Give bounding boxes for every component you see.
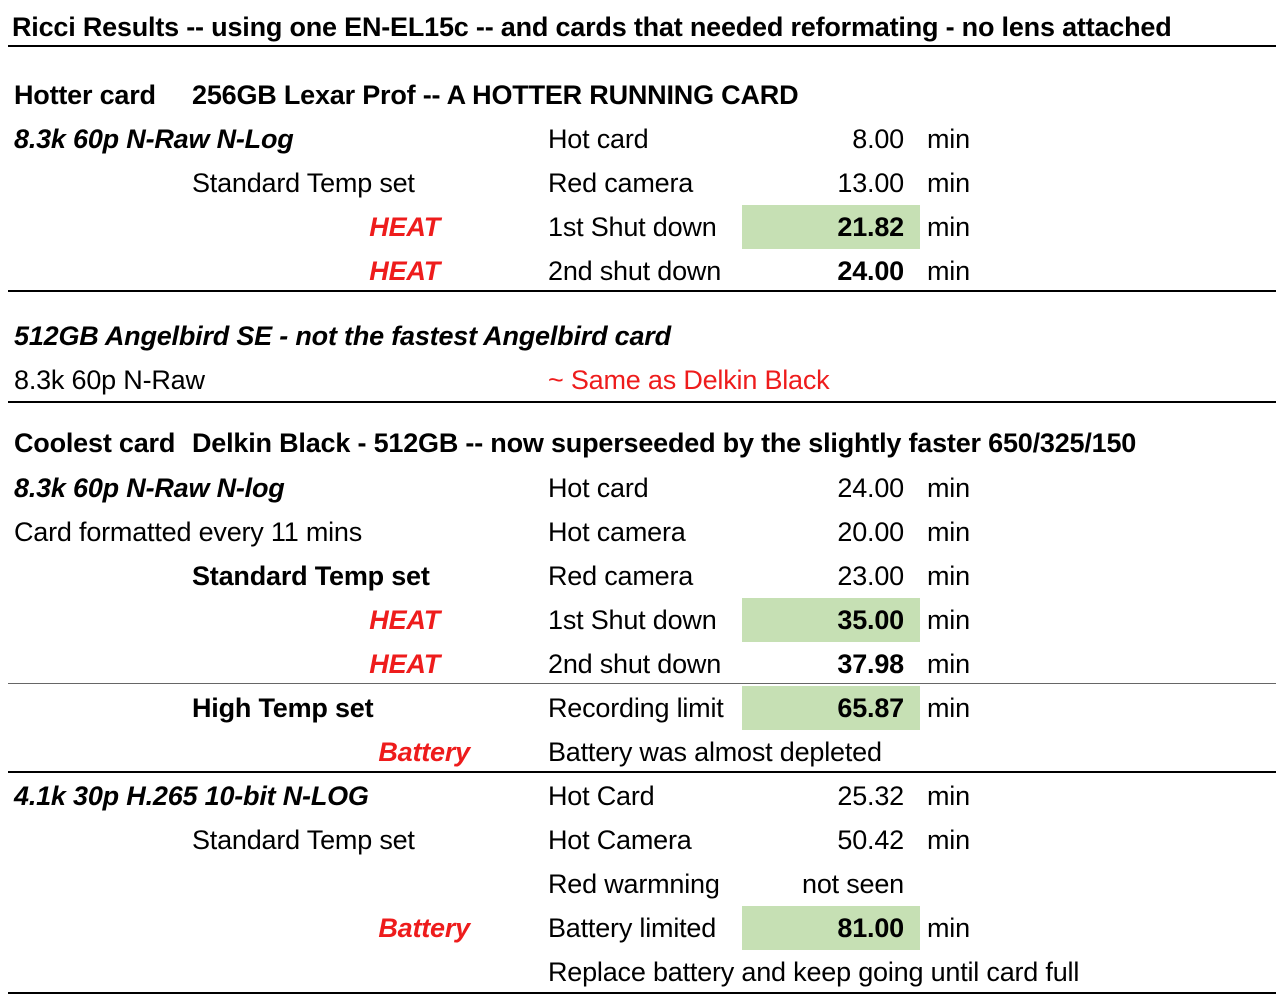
sheet-title: Ricci Results -- using one EN-EL15c -- and cards that needed reformating - no lens attached: [12, 12, 1172, 42]
table-row: [0, 818, 1280, 862]
lexar-card-label: Hotter card: [14, 80, 156, 110]
delkin-header-row: [0, 421, 1280, 465]
row-unit: min: [927, 124, 970, 154]
row-value: 21.82: [837, 212, 904, 242]
divider: [8, 45, 1276, 47]
row-unit: min: [927, 473, 970, 503]
row-value: 65.87: [837, 693, 904, 723]
heat-label: HEAT: [369, 256, 440, 286]
table-row: [0, 774, 1280, 818]
row-value: 23.00: [837, 561, 904, 591]
row-unit: min: [927, 212, 970, 242]
table-row: [0, 686, 1280, 730]
row-value: 24.00: [837, 256, 904, 286]
heat-label: HEAT: [369, 212, 440, 242]
row-value: 20.00: [837, 517, 904, 547]
title-row: [0, 5, 1280, 49]
divider: [8, 771, 1276, 773]
lexar-temp-setting: Standard Temp set: [192, 168, 415, 198]
row-value: 25.32: [837, 781, 904, 811]
delkin-mode: 8.3k 60p N-Raw N-log: [14, 473, 285, 503]
battery-label: Battery: [378, 913, 470, 943]
table-row: [0, 358, 1280, 402]
row-label: 2nd shut down: [548, 256, 722, 286]
table-row: [0, 598, 1280, 642]
table-row: [0, 117, 1280, 161]
row-unit: min: [927, 168, 970, 198]
row-label: Red camera: [548, 168, 694, 198]
battery-label: Battery: [378, 737, 470, 767]
table-row: [0, 205, 1280, 249]
row-unit: min: [927, 256, 970, 286]
row-unit: min: [927, 825, 970, 855]
table-row: [0, 510, 1280, 554]
row-label: Hot Card: [548, 781, 655, 811]
row-label: Hot card: [548, 124, 649, 154]
table-row: [0, 730, 1280, 774]
delkin-card-name: Delkin Black - 512GB -- now superseeded by the slightly faster 650/325/150: [192, 428, 1137, 458]
row-value: 50.42: [837, 825, 904, 855]
lexar-header-row: [0, 73, 1280, 117]
divider: [8, 290, 1276, 292]
row-unit: min: [927, 561, 970, 591]
row-label: Battery limited: [548, 913, 717, 943]
row-value: 81.00: [837, 913, 904, 943]
row-unit: min: [927, 781, 970, 811]
h265-mode: 4.1k 30p H.265 10-bit N-LOG: [14, 781, 369, 811]
row-label: Red camera: [548, 561, 694, 591]
row-unit: min: [927, 693, 970, 723]
row-label: Red warmning: [548, 869, 720, 899]
h265-temp-setting: Standard Temp set: [192, 825, 415, 855]
divider: [8, 683, 1276, 684]
table-row: [0, 466, 1280, 510]
delkin-temp-setting: Standard Temp set: [192, 561, 430, 591]
final-note: Replace battery and keep going until card full: [548, 957, 1080, 987]
row-unit: min: [927, 913, 970, 943]
row-value: 8.00: [852, 124, 904, 154]
row-label: 1st Shut down: [548, 605, 717, 635]
divider: [8, 992, 1276, 994]
battery-note: Battery was almost depleted: [548, 737, 882, 767]
heat-label: HEAT: [369, 649, 440, 679]
angelbird-mode: 8.3k 60p N-Raw: [14, 365, 205, 395]
angelbird-card-name: 512GB Angelbird SE - not the fastest Angelbird card: [14, 321, 671, 351]
row-label: Hot Camera: [548, 825, 692, 855]
row-label: Hot camera: [548, 517, 686, 547]
delkin-format-note: Card formatted every 11 mins: [14, 517, 363, 547]
lexar-mode: 8.3k 60p N-Raw N-Log: [14, 124, 294, 154]
delkin-card-label: Coolest card: [14, 428, 176, 458]
row-value: not seen: [802, 869, 904, 899]
table-row: [0, 862, 1280, 906]
row-value: 24.00: [837, 473, 904, 503]
table-row: [0, 554, 1280, 598]
row-label: Hot card: [548, 473, 649, 503]
row-label: 1st Shut down: [548, 212, 717, 242]
table-row: [0, 161, 1280, 205]
row-unit: min: [927, 649, 970, 679]
row-value: 35.00: [837, 605, 904, 635]
heat-label: HEAT: [369, 605, 440, 635]
angelbird-note: ~ Same as Delkin Black: [548, 365, 830, 395]
table-row: [0, 950, 1280, 994]
lexar-card-name: 256GB Lexar Prof -- A HOTTER RUNNING CARD: [192, 80, 799, 110]
table-row: [0, 642, 1280, 686]
angelbird-header-row: [0, 314, 1280, 358]
table-row: [0, 906, 1280, 950]
row-label: Recording limit: [548, 693, 724, 723]
row-value: 37.98: [837, 649, 904, 679]
delkin-high-temp-setting: High Temp set: [192, 693, 374, 723]
row-label: 2nd shut down: [548, 649, 722, 679]
row-value: 13.00: [837, 168, 904, 198]
row-unit: min: [927, 605, 970, 635]
row-unit: min: [927, 517, 970, 547]
table-row: [0, 249, 1280, 293]
divider: [8, 401, 1276, 403]
